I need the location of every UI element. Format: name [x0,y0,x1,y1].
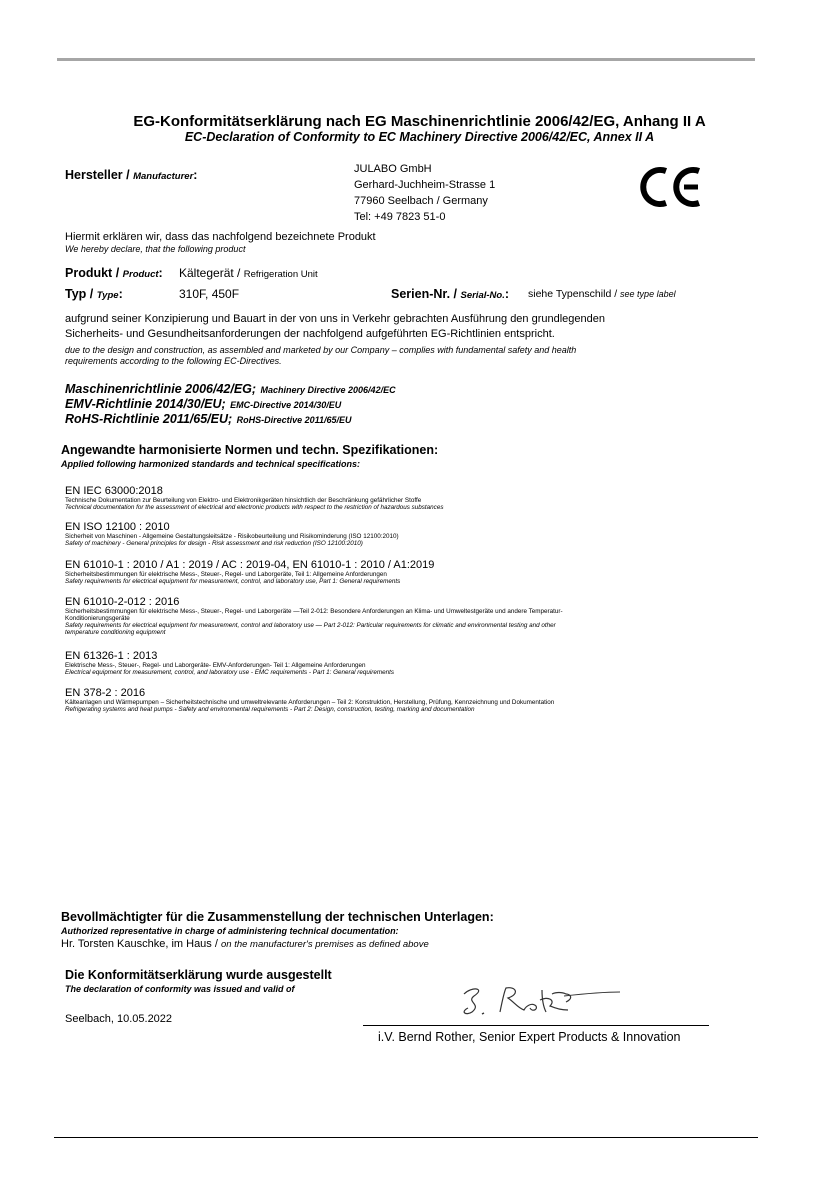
manufacturer-address [354,161,495,225]
standards-heading-en: Applied following harmonized standards and technical specifications: [61,459,361,469]
serial-label: Serien-Nr. / Serial-No.: [391,287,510,301]
standard-item [65,596,563,636]
standard-code: EN 61010-2-012 : 2016 [65,596,180,608]
signature-line [363,1025,709,1026]
title-de: EG-Konformitätserklärung nach EG Maschinenrichtlinie 2006/42/EG, Anhang II A [133,113,706,130]
standard-code: EN 378-2 : 2016 [65,687,146,699]
standard-code: EN IEC 63000:2018 [65,485,163,497]
standard-desc-en: Electrical equipment for measurement, control, and laboratory use - EMC requirements - Part 1: General requirements [65,669,394,676]
bottom-rule [54,1137,758,1138]
standard-item [65,687,554,713]
standards-heading-de: Angewandte harmonisierte Normen und techn. Spezifikationen: [61,443,439,457]
directive-emc: EMV-Richtlinie 2014/30/EU; EMC-Directive 2014/30/EU [65,397,342,411]
signatory: i.V. Bernd Rother, Senior Expert Products & Innovation [378,1030,681,1044]
standard-desc-de: Sicherheitsbestimmungen für elektrische Mess-, Steuer-, Regel- und Laborgeräte, Teil 1: Allgemeine Anforderungen [65,571,387,578]
standard-desc-de: Sicherheit von Maschinen - Allgemeine Gestaltungsleitsätze - Risikobeurteilung und Risikominderung (ISO 12100:2010) [65,533,399,540]
standard-code: EN ISO 12100 : 2010 [65,521,170,533]
top-rule [57,58,755,61]
standard-desc-de: Technische Dokumentation zur Beurteilung von Elektro- und Elektronikgeräten hinsichtlich der Beschränkung gefährlicher Stoffe [65,497,422,504]
type-label: Typ / Type: [65,287,123,301]
serial-value: siehe Typenschild / see type label [528,288,676,300]
declaration-de: Hiermit erklären wir, dass das nachfolgend bezeichnete Produkt [65,231,376,243]
standard-item [65,485,443,511]
standard-item [65,521,399,547]
standard-desc-de: Elektrische Mess-, Steuer-, Regel- und Laborgeräte- EMV-Anforderungen- Teil 1: Allgemeine Anforderungen [65,662,366,669]
standard-code: EN 61326-1 : 2013 [65,650,158,662]
product-label: Produkt / Product: [65,266,163,280]
type-value: 310F, 450F [179,287,240,301]
standard-code: EN 61010-1 : 2010 / A1 : 2019 / AC : 2019-04, EN 61010-1 : 2010 / A1:2019 [65,559,435,571]
issued-heading-de: Die Konformitätserklärung wurde ausgestellt [65,968,332,982]
address-line: Tel: +49 7823 51-0 [354,211,446,223]
directive-machinery: Maschinenrichtlinie 2006/42/EG; Machinery Directive 2006/42/EC [65,382,396,396]
manufacturer-label: Hersteller / Manufacturer: [65,168,198,182]
address-line: 77960 Seelbach / Germany [354,195,488,207]
compliance-en-2: requirements according to the following EC-Directives. [65,356,282,366]
compliance-de-1: aufgrund seiner Konzipierung und Bauart in der von uns in Verkehr gebrachten Ausführung den grundlegenden [65,313,605,325]
product-value: Kältegerät / Refrigeration Unit [179,266,318,280]
representative-heading-en: Authorized representative in charge of administering technical documentation: [61,926,399,936]
standard-desc-en: Safety requirements for electrical equipment for measurement, control and laboratory use — Part 2-012: Particular requirements for climatic and environmental testing and other [65,622,556,629]
standard-desc-de: Sicherheitsbestimmungen für elektrische Mess-, Steuer-, Regel- und Laborgeräte —Teil 2-012: Besondere Anforderungen an Klima- und Umweltestgeräte und andere Temperatur- [65,608,563,615]
declaration-en: We hereby declare, that the following product [65,244,246,254]
standard-desc-de: Kälteanlagen und Wärmepumpen – Sicherheitstechnische und umweltrelevante Anforderungen – Teil 2: Konstruktion, Herstellung, Prüfung, Kennzeichnung und Dokumentation [65,699,555,706]
title-en: EC-Declaration of Conformity to EC Machinery Directive 2006/42/EC, Annex II A [184,130,655,144]
standard-desc-en: Technical documentation for the assessment of electrical and electronic products with respect to the restriction of hazardous substances [65,504,444,511]
standard-desc-en: Safety requirements for electrical equipment for measurement, control, and laboratory use, Part 1: General requirements [65,578,401,585]
compliance-en-1: due to the design and construction, as assembled and marketed by our Company – complies with fundamental safety and health [65,345,577,355]
directive-rohs: RoHS-Richtlinie 2011/65/EU; RoHS-Directive 2011/65/EU [65,412,352,426]
compliance-de-2: Sicherheits- und Gesundheitsanforderungen der nachfolgend aufgeführten EG-Richtlinien entspricht. [65,328,555,340]
address-line: Gerhard-Juchheim-Strasse 1 [354,179,496,191]
representative-name: Hr. Torsten Kauschke, im Haus / on the manufacturer's premises as defined above [61,938,429,950]
standard-item [65,650,394,676]
signature-icon [452,980,622,1020]
standard-desc-de: Konditionierungsgeräte [65,615,130,622]
standard-desc-en: Refrigerating systems and heat pumps - Safety and environmental requirements - Part 2: Design, construction, testing, marking and documentation [65,706,475,713]
ce-mark-icon [640,163,704,211]
standard-desc-en: temperature conditioning equipment [65,629,166,636]
standard-item [65,559,434,585]
representative-heading-de: Bevollmächtigter für die Zusammenstellung der technischen Unterlagen: [61,910,494,924]
place-date: Seelbach, 10.05.2022 [65,1013,173,1025]
issued-heading-en: The declaration of conformity was issued and valid of [65,984,295,994]
address-line: JULABO GmbH [354,163,432,175]
standard-desc-en: Safety of machinery - General principles for design - Risk assessment and risk reduction (ISO 12100:2010) [65,540,363,547]
